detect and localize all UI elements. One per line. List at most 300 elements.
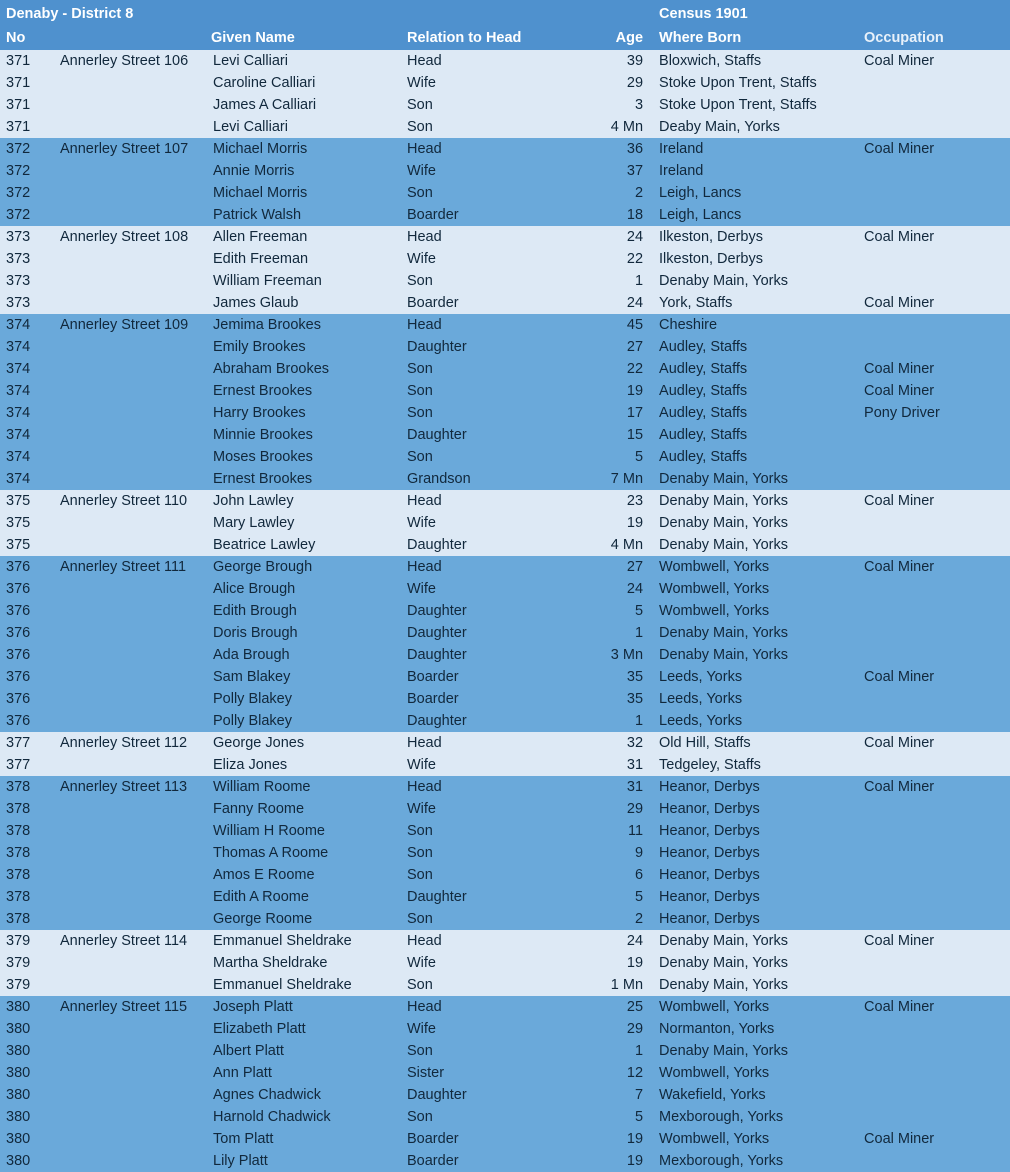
cell-born: Leigh, Lancs bbox=[653, 182, 858, 204]
cell-born: Denaby Main, Yorks bbox=[653, 468, 858, 490]
cell-born: Heanor, Derbys bbox=[653, 864, 858, 886]
cell-born: Tedgeley, Staffs bbox=[653, 754, 858, 776]
table-row bbox=[0, 204, 1010, 226]
cell-age: 22 bbox=[597, 358, 653, 380]
cell-name: Edith Freeman bbox=[205, 248, 401, 270]
cell-no: 380 bbox=[0, 1084, 48, 1106]
table-row bbox=[0, 842, 1010, 864]
table-row bbox=[0, 908, 1010, 930]
cell-age: 9 bbox=[597, 842, 653, 864]
cell-address bbox=[48, 820, 205, 842]
cell-no: 378 bbox=[0, 864, 48, 886]
cell-born: Deaby Main, Yorks bbox=[653, 116, 858, 138]
cell-address bbox=[48, 798, 205, 820]
cell-address: Annerley Street 112 bbox=[48, 732, 205, 754]
table-row bbox=[0, 1040, 1010, 1062]
cell-age: 6 bbox=[597, 864, 653, 886]
cell-name: James A Calliari bbox=[205, 94, 401, 116]
cell-name: Ann Platt bbox=[205, 1062, 401, 1084]
cell-relation: Son bbox=[401, 842, 597, 864]
table-row bbox=[0, 776, 1010, 798]
cell-born: Wombwell, Yorks bbox=[653, 996, 858, 1018]
table-row bbox=[0, 820, 1010, 842]
cell-no: 379 bbox=[0, 930, 48, 952]
cell-no: 376 bbox=[0, 600, 48, 622]
cell-age: 37 bbox=[597, 160, 653, 182]
cell-age: 31 bbox=[597, 776, 653, 798]
cell-relation: Head bbox=[401, 776, 597, 798]
cell-address bbox=[48, 512, 205, 534]
cell-age: 24 bbox=[597, 226, 653, 248]
cell-no: 372 bbox=[0, 160, 48, 182]
cell-relation: Son bbox=[401, 116, 597, 138]
cell-born: Wombwell, Yorks bbox=[653, 556, 858, 578]
cell-name: William Roome bbox=[205, 776, 401, 798]
cell-no: 378 bbox=[0, 908, 48, 930]
cell-name: Beatrice Lawley bbox=[205, 534, 401, 556]
cell-name: Michael Morris bbox=[205, 138, 401, 160]
cell-address: Annerley Street 107 bbox=[48, 138, 205, 160]
cell-address: Annerley Street 108 bbox=[48, 226, 205, 248]
cell-name: Edith Brough bbox=[205, 600, 401, 622]
cell-born: Wombwell, Yorks bbox=[653, 578, 858, 600]
cell-age: 7 bbox=[597, 1084, 653, 1106]
cell-no: 377 bbox=[0, 754, 48, 776]
cell-no: 375 bbox=[0, 512, 48, 534]
cell-address bbox=[48, 160, 205, 182]
table-row bbox=[0, 622, 1010, 644]
cell-no: 374 bbox=[0, 402, 48, 424]
cell-relation: Son bbox=[401, 270, 597, 292]
cell-name: Joseph Platt bbox=[205, 996, 401, 1018]
table-row bbox=[0, 974, 1010, 996]
cell-occupation: Coal Miner bbox=[858, 556, 1010, 578]
cell-relation: Daughter bbox=[401, 644, 597, 666]
cell-relation: Daughter bbox=[401, 534, 597, 556]
cell-occupation bbox=[858, 534, 1010, 556]
cell-born: Stoke Upon Trent, Staffs bbox=[653, 94, 858, 116]
cell-age: 35 bbox=[597, 666, 653, 688]
cell-no: 374 bbox=[0, 424, 48, 446]
table-row bbox=[0, 292, 1010, 314]
cell-address bbox=[48, 842, 205, 864]
cell-relation: Grandson bbox=[401, 468, 597, 490]
table-row bbox=[0, 446, 1010, 468]
table-row bbox=[0, 248, 1010, 270]
cell-relation: Son bbox=[401, 1040, 597, 1062]
cell-occupation bbox=[858, 1106, 1010, 1128]
cell-name: Harnold Chadwick bbox=[205, 1106, 401, 1128]
table-row bbox=[0, 94, 1010, 116]
cell-occupation bbox=[858, 336, 1010, 358]
cell-name: William Freeman bbox=[205, 270, 401, 292]
cell-relation: Daughter bbox=[401, 424, 597, 446]
cell-name: Patrick Walsh bbox=[205, 204, 401, 226]
cell-address: Annerley Street 111 bbox=[48, 556, 205, 578]
column-header-given-name: Given Name bbox=[205, 23, 401, 50]
cell-born: Audley, Staffs bbox=[653, 358, 858, 380]
cell-age: 1 bbox=[597, 710, 653, 732]
cell-no: 376 bbox=[0, 578, 48, 600]
column-header-address bbox=[48, 23, 205, 50]
cell-name: Edith A Roome bbox=[205, 886, 401, 908]
cell-relation: Wife bbox=[401, 248, 597, 270]
cell-no: 371 bbox=[0, 50, 48, 72]
cell-occupation: Coal Miner bbox=[858, 226, 1010, 248]
cell-born: Leigh, Lancs bbox=[653, 204, 858, 226]
cell-address bbox=[48, 292, 205, 314]
cell-age: 25 bbox=[597, 996, 653, 1018]
cell-address bbox=[48, 94, 205, 116]
cell-relation: Wife bbox=[401, 1018, 597, 1040]
cell-born: Leeds, Yorks bbox=[653, 710, 858, 732]
cell-age: 19 bbox=[597, 1150, 653, 1172]
cell-age: 12 bbox=[597, 1062, 653, 1084]
cell-age: 15 bbox=[597, 424, 653, 446]
cell-occupation bbox=[858, 116, 1010, 138]
cell-occupation bbox=[858, 688, 1010, 710]
cell-age: 31 bbox=[597, 754, 653, 776]
cell-born: Heanor, Derbys bbox=[653, 908, 858, 930]
table-row bbox=[0, 996, 1010, 1018]
cell-age: 18 bbox=[597, 204, 653, 226]
cell-born: Audley, Staffs bbox=[653, 424, 858, 446]
cell-address: Annerley Street 114 bbox=[48, 930, 205, 952]
table-row bbox=[0, 182, 1010, 204]
cell-address bbox=[48, 1018, 205, 1040]
cell-relation: Wife bbox=[401, 512, 597, 534]
cell-occupation: Pony Driver bbox=[858, 402, 1010, 424]
cell-name: Alice Brough bbox=[205, 578, 401, 600]
cell-name: Elizabeth Platt bbox=[205, 1018, 401, 1040]
cell-born: Stoke Upon Trent, Staffs bbox=[653, 72, 858, 94]
cell-occupation bbox=[858, 1084, 1010, 1106]
table-row bbox=[0, 72, 1010, 94]
cell-relation: Son bbox=[401, 908, 597, 930]
cell-relation: Wife bbox=[401, 160, 597, 182]
cell-relation: Boarder bbox=[401, 204, 597, 226]
cell-name: James Glaub bbox=[205, 292, 401, 314]
cell-relation: Son bbox=[401, 402, 597, 424]
cell-address bbox=[48, 336, 205, 358]
cell-born: Denaby Main, Yorks bbox=[653, 930, 858, 952]
cell-born: Heanor, Derbys bbox=[653, 820, 858, 842]
cell-name: Jemima Brookes bbox=[205, 314, 401, 336]
cell-address bbox=[48, 402, 205, 424]
cell-age: 11 bbox=[597, 820, 653, 842]
cell-relation: Head bbox=[401, 314, 597, 336]
cell-born: Wombwell, Yorks bbox=[653, 1128, 858, 1150]
cell-address bbox=[48, 710, 205, 732]
table-row bbox=[0, 930, 1010, 952]
cell-no: 378 bbox=[0, 886, 48, 908]
cell-born: Audley, Staffs bbox=[653, 380, 858, 402]
census-title: Census 1901 bbox=[653, 0, 1010, 23]
column-header-row bbox=[0, 23, 1010, 50]
cell-no: 371 bbox=[0, 94, 48, 116]
cell-born: Denaby Main, Yorks bbox=[653, 622, 858, 644]
table-body bbox=[0, 50, 1010, 1172]
table-row bbox=[0, 160, 1010, 182]
cell-name: Allen Freeman bbox=[205, 226, 401, 248]
cell-no: 380 bbox=[0, 1040, 48, 1062]
cell-relation: Wife bbox=[401, 578, 597, 600]
cell-no: 374 bbox=[0, 314, 48, 336]
table-row bbox=[0, 1062, 1010, 1084]
cell-born: Audley, Staffs bbox=[653, 336, 858, 358]
cell-relation: Wife bbox=[401, 754, 597, 776]
cell-relation: Head bbox=[401, 138, 597, 160]
cell-address: Annerley Street 106 bbox=[48, 50, 205, 72]
cell-born: Leeds, Yorks bbox=[653, 666, 858, 688]
cell-name: Thomas A Roome bbox=[205, 842, 401, 864]
cell-no: 378 bbox=[0, 820, 48, 842]
table-row bbox=[0, 1106, 1010, 1128]
cell-address bbox=[48, 644, 205, 666]
cell-occupation: Coal Miner bbox=[858, 490, 1010, 512]
cell-address bbox=[48, 534, 205, 556]
cell-occupation bbox=[858, 94, 1010, 116]
table-row bbox=[0, 556, 1010, 578]
cell-name: Emily Brookes bbox=[205, 336, 401, 358]
cell-name: Caroline Calliari bbox=[205, 72, 401, 94]
cell-address: Annerley Street 110 bbox=[48, 490, 205, 512]
column-header-relation: Relation to Head bbox=[401, 23, 597, 50]
cell-occupation bbox=[858, 72, 1010, 94]
cell-name: Doris Brough bbox=[205, 622, 401, 644]
cell-name: Levi Calliari bbox=[205, 116, 401, 138]
cell-age: 5 bbox=[597, 446, 653, 468]
cell-no: 378 bbox=[0, 776, 48, 798]
cell-name: Polly Blakey bbox=[205, 688, 401, 710]
cell-no: 376 bbox=[0, 622, 48, 644]
cell-name: Sam Blakey bbox=[205, 666, 401, 688]
cell-no: 373 bbox=[0, 248, 48, 270]
cell-relation: Son bbox=[401, 446, 597, 468]
cell-born: Bloxwich, Staffs bbox=[653, 50, 858, 72]
cell-occupation bbox=[858, 468, 1010, 490]
cell-relation: Daughter bbox=[401, 336, 597, 358]
cell-no: 376 bbox=[0, 666, 48, 688]
cell-age: 17 bbox=[597, 402, 653, 424]
cell-relation: Boarder bbox=[401, 666, 597, 688]
cell-age: 29 bbox=[597, 1018, 653, 1040]
cell-born: Mexborough, Yorks bbox=[653, 1150, 858, 1172]
cell-name: Mary Lawley bbox=[205, 512, 401, 534]
table-row bbox=[0, 644, 1010, 666]
cell-occupation bbox=[858, 820, 1010, 842]
cell-occupation bbox=[858, 644, 1010, 666]
cell-address bbox=[48, 1106, 205, 1128]
cell-address bbox=[48, 600, 205, 622]
table-row bbox=[0, 402, 1010, 424]
cell-age: 4 Mn bbox=[597, 116, 653, 138]
cell-occupation bbox=[858, 1040, 1010, 1062]
cell-name: Albert Platt bbox=[205, 1040, 401, 1062]
cell-name: Agnes Chadwick bbox=[205, 1084, 401, 1106]
column-header-occupation: Occupation bbox=[858, 23, 1010, 50]
cell-occupation: Coal Miner bbox=[858, 138, 1010, 160]
cell-occupation bbox=[858, 1062, 1010, 1084]
cell-occupation: Coal Miner bbox=[858, 292, 1010, 314]
cell-born: Denaby Main, Yorks bbox=[653, 952, 858, 974]
cell-born: Audley, Staffs bbox=[653, 446, 858, 468]
cell-address bbox=[48, 886, 205, 908]
cell-no: 371 bbox=[0, 116, 48, 138]
table-row bbox=[0, 578, 1010, 600]
cell-address bbox=[48, 248, 205, 270]
cell-occupation: Coal Miner bbox=[858, 1128, 1010, 1150]
cell-no: 372 bbox=[0, 138, 48, 160]
cell-born: Cheshire bbox=[653, 314, 858, 336]
cell-age: 27 bbox=[597, 336, 653, 358]
cell-occupation bbox=[858, 798, 1010, 820]
cell-relation: Head bbox=[401, 556, 597, 578]
table-row bbox=[0, 50, 1010, 72]
table-row bbox=[0, 116, 1010, 138]
cell-address bbox=[48, 864, 205, 886]
cell-name: Harry Brookes bbox=[205, 402, 401, 424]
cell-occupation: Coal Miner bbox=[858, 732, 1010, 754]
cell-born: Ireland bbox=[653, 160, 858, 182]
cell-address: Annerley Street 109 bbox=[48, 314, 205, 336]
cell-no: 376 bbox=[0, 556, 48, 578]
cell-born: Denaby Main, Yorks bbox=[653, 490, 858, 512]
cell-no: 374 bbox=[0, 358, 48, 380]
table-row bbox=[0, 424, 1010, 446]
cell-address bbox=[48, 72, 205, 94]
cell-no: 372 bbox=[0, 182, 48, 204]
cell-no: 378 bbox=[0, 842, 48, 864]
cell-born: Denaby Main, Yorks bbox=[653, 644, 858, 666]
cell-name: Emmanuel Sheldrake bbox=[205, 974, 401, 996]
cell-address bbox=[48, 908, 205, 930]
cell-relation: Daughter bbox=[401, 622, 597, 644]
cell-address: Annerley Street 113 bbox=[48, 776, 205, 798]
cell-occupation bbox=[858, 424, 1010, 446]
cell-relation: Head bbox=[401, 490, 597, 512]
cell-relation: Son bbox=[401, 94, 597, 116]
cell-address bbox=[48, 1084, 205, 1106]
cell-no: 371 bbox=[0, 72, 48, 94]
cell-no: 380 bbox=[0, 1062, 48, 1084]
cell-address bbox=[48, 1040, 205, 1062]
cell-address: Annerley Street 115 bbox=[48, 996, 205, 1018]
cell-name: Emmanuel Sheldrake bbox=[205, 930, 401, 952]
column-header-age: Age bbox=[597, 23, 653, 50]
cell-age: 24 bbox=[597, 292, 653, 314]
cell-born: Denaby Main, Yorks bbox=[653, 1040, 858, 1062]
column-header-no: No bbox=[0, 23, 48, 50]
cell-age: 19 bbox=[597, 1128, 653, 1150]
cell-occupation bbox=[858, 578, 1010, 600]
cell-age: 36 bbox=[597, 138, 653, 160]
cell-address bbox=[48, 974, 205, 996]
table-row bbox=[0, 534, 1010, 556]
cell-relation: Boarder bbox=[401, 1150, 597, 1172]
table-row bbox=[0, 864, 1010, 886]
table-row bbox=[0, 1084, 1010, 1106]
cell-age: 39 bbox=[597, 50, 653, 72]
table-row bbox=[0, 754, 1010, 776]
cell-age: 3 Mn bbox=[597, 644, 653, 666]
cell-occupation bbox=[858, 886, 1010, 908]
table-row bbox=[0, 270, 1010, 292]
cell-name: John Lawley bbox=[205, 490, 401, 512]
cell-age: 7 Mn bbox=[597, 468, 653, 490]
cell-relation: Head bbox=[401, 226, 597, 248]
cell-relation: Son bbox=[401, 974, 597, 996]
cell-age: 19 bbox=[597, 512, 653, 534]
cell-born: Normanton, Yorks bbox=[653, 1018, 858, 1040]
cell-no: 373 bbox=[0, 292, 48, 314]
cell-name: Levi Calliari bbox=[205, 50, 401, 72]
cell-age: 5 bbox=[597, 886, 653, 908]
cell-age: 1 Mn bbox=[597, 974, 653, 996]
cell-born: Wombwell, Yorks bbox=[653, 1062, 858, 1084]
cell-occupation bbox=[858, 864, 1010, 886]
cell-occupation bbox=[858, 248, 1010, 270]
cell-occupation bbox=[858, 622, 1010, 644]
cell-address bbox=[48, 622, 205, 644]
cell-name: Amos E Roome bbox=[205, 864, 401, 886]
cell-occupation bbox=[858, 908, 1010, 930]
column-header-where-born: Where Born bbox=[653, 23, 858, 50]
cell-address bbox=[48, 666, 205, 688]
cell-no: 373 bbox=[0, 270, 48, 292]
cell-relation: Boarder bbox=[401, 1128, 597, 1150]
cell-no: 380 bbox=[0, 1018, 48, 1040]
cell-no: 379 bbox=[0, 974, 48, 996]
cell-no: 374 bbox=[0, 336, 48, 358]
cell-age: 22 bbox=[597, 248, 653, 270]
table-row bbox=[0, 1128, 1010, 1150]
cell-name: Lily Platt bbox=[205, 1150, 401, 1172]
cell-occupation: Coal Miner bbox=[858, 776, 1010, 798]
table-row bbox=[0, 512, 1010, 534]
cell-born: Heanor, Derbys bbox=[653, 842, 858, 864]
cell-occupation bbox=[858, 512, 1010, 534]
cell-age: 19 bbox=[597, 380, 653, 402]
cell-no: 372 bbox=[0, 204, 48, 226]
table-row bbox=[0, 490, 1010, 512]
table-row bbox=[0, 600, 1010, 622]
cell-age: 19 bbox=[597, 952, 653, 974]
cell-name: Annie Morris bbox=[205, 160, 401, 182]
cell-name: Minnie Brookes bbox=[205, 424, 401, 446]
district-title: Denaby - District 8 bbox=[0, 0, 653, 23]
cell-relation: Head bbox=[401, 930, 597, 952]
cell-relation: Sister bbox=[401, 1062, 597, 1084]
cell-name: Moses Brookes bbox=[205, 446, 401, 468]
cell-occupation: Coal Miner bbox=[858, 380, 1010, 402]
cell-address bbox=[48, 358, 205, 380]
cell-no: 380 bbox=[0, 996, 48, 1018]
cell-occupation bbox=[858, 754, 1010, 776]
cell-address bbox=[48, 380, 205, 402]
cell-relation: Son bbox=[401, 380, 597, 402]
cell-no: 376 bbox=[0, 710, 48, 732]
cell-name: William H Roome bbox=[205, 820, 401, 842]
cell-born: Ilkeston, Derbys bbox=[653, 226, 858, 248]
cell-age: 32 bbox=[597, 732, 653, 754]
cell-age: 27 bbox=[597, 556, 653, 578]
cell-relation: Boarder bbox=[401, 688, 597, 710]
cell-address bbox=[48, 204, 205, 226]
cell-age: 29 bbox=[597, 72, 653, 94]
cell-address bbox=[48, 1128, 205, 1150]
cell-relation: Head bbox=[401, 996, 597, 1018]
